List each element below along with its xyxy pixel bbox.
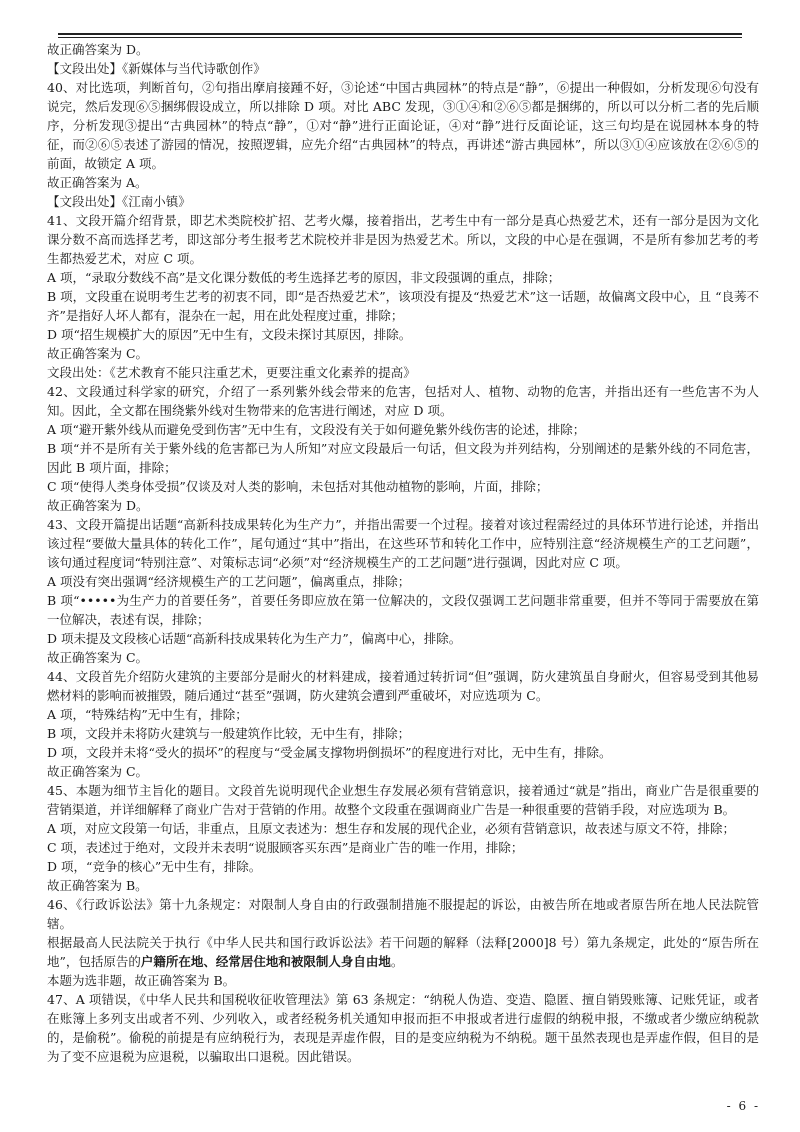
answer-line: 故正确答案为 C。 — [47, 764, 149, 779]
option-analysis: C 项“使得人类身体受损”仅谈及对人类的影响，未包括对其他动植物的影响，片面，排除； — [47, 479, 549, 494]
option-analysis: B 项，文段重在说明考生艺考的初衷不同，即“是否热爱艺术”，该项没有提及“热爱艺术”这一话题，故偏离文段中心，且 “良莠不齐”是指好人坏人都有，混杂在一起，用在此处程度过重，排除； — [47, 289, 759, 323]
answer-line: 本题为选非题，故正确答案为 B。 — [47, 973, 236, 988]
answer-line: 故正确答案为 A。 — [47, 175, 148, 190]
legal-interpretation — [47, 933, 759, 971]
source-note: 【文段出处】《江南小镇》 — [47, 194, 191, 209]
page-number: - 6 - — [726, 1099, 760, 1113]
question-42-explanation: 42、文段通过科学家的研究，介绍了一系列紫外线会带来的危害，包括对人、植物、动物的危害，并指出还有一些危害不为人知。因此，全文都在围绕紫外线对生物带来的危害进行阐述，对应 D 项。 — [47, 384, 759, 418]
source-note: 文段出处：《艺术教育不能只注重艺术，更要注重文化素养的提高》 — [47, 365, 416, 380]
question-47-explanation: 47、A 项错误，《中华人民共和国税收征收管理法》第 63 条规定：“纳税人伪造、变造、隐匿、擅自销毁账簿、记账凭证，或者在账簿上多列支出或者不列、少列收入，或者经税务机关通知申报而拒不申报或者进行虚假的纳税申报，不缴或者少缴应纳税款的，是偷税”。偷税的前提是有应纳税行为，表现是弄虚作假，目的是变应纳税为不纳税。题干虽然表现也是弄虚作假，但目的是为了变不应退税为应退税，以骗取出口退税。因此错误。 — [47, 992, 759, 1064]
header-rule — [58, 33, 742, 35]
question-46-explanation: 46、《行政诉讼法》第十九条规定：对限制人身自由的行政强制措施不服提起的诉讼，由被告所在地或者原告所在地人民法院管辖。 — [47, 897, 759, 931]
option-analysis: D 项，文段并未将“受火的损坏”的程度与“受金属支撑物坍倒损坏”的程度进行对比，无中生有，排除。 — [47, 745, 612, 760]
option-analysis: D 项未提及文段核心话题“高新科技成果转化为生产力”，偏离中心，排除。 — [47, 631, 462, 646]
option-analysis: D 项，“竞争的核心”无中生有，排除。 — [47, 859, 262, 874]
answer-line: 故正确答案为 D。 — [47, 498, 149, 513]
header-rule-thin — [58, 37, 742, 38]
answer-line: 故正确答案为 C。 — [47, 650, 149, 665]
paragraph: 故正确答案为 D。 — [47, 42, 149, 57]
option-analysis: A 项“避开紫外线从而避免受到伤害”无中生有，文段没有关于如何避免紫外线伤害的论述，排除； — [47, 422, 586, 437]
bold-emphasis: 户籍所在地、经常居住地和被限制人身自由地 — [140, 954, 391, 969]
source-note: 【文段出处】《新媒体与当代诗歌创作》 — [47, 61, 266, 76]
option-analysis: A 项，“录取分数线不高”是文化课分数低的考生选择艺考的原因，非文段强调的重点，排除； — [47, 270, 561, 285]
answer-document — [47, 40, 759, 1066]
bold-suffix: 。 — [390, 954, 404, 969]
option-analysis: B 项，文段并未将防火建筑与一般建筑作比较，无中生有，排除； — [47, 726, 411, 741]
option-analysis: B 项“并不是所有关于紫外线的危害都已为人所知”对应文段最后一句话，但文段为并列结构，分别阐述的是紫外线的不同危害，因此 B 项片面，排除； — [47, 441, 759, 475]
question-44-explanation: 44、文段首先介绍防火建筑的主要部分是耐火的材料建成，接着通过转折词“但”强调，防火建筑虽自身耐火，但容易受到其他易燃材料的影响而被摧毁，随后通过“甚至”强调，防火建筑会遭到严重破坏，对应选项为 C。 — [47, 669, 759, 703]
option-analysis: A 项，对应文段第一句话，非重点，且原文表述为：想生存和发展的现代企业，必须有营销意识，故表述与原文不符，排除； — [47, 821, 736, 836]
question-43-explanation: 43、文段开篇提出话题“高新科技成果转化为生产力”，并指出需要一个过程。接着对该过程需经过的具体环节进行论述，并指出该过程“要做大量具体的转化工作”，尾句通过“其中”指出，在这些环节和转化工作中，应特别注意“经济规模生产的工艺问题”，该句通过程度词“特别注意”、对策标志词“必须”对“经济规模生产的工艺问题”进行强调，因此对应 C 项。 — [47, 517, 759, 570]
option-analysis: A 项没有突出强调“经济规模生产的工艺问题”，偏离重点，排除； — [47, 574, 411, 589]
question-45-explanation: 45、本题为细节主旨化的题目。文段首先说明现代企业想生存发展必须有营销意识，接着通过“就是”指出，商业广告是很重要的营销渠道，并详细解释了商业广告对于营销的作用。故整个文段重在强调商业广告是一种很重要的营销手段，对应选项为 B。 — [47, 783, 759, 817]
question-40-explanation: 40、对比选项，判断首句，②句指出摩肩接踵不好，③论述“中国古典园林”的特点是“静”，⑥提出一种假如，分析发现⑥句没有说完，然后发现⑥⑤捆绑假设成立，所以排除 D 项。对比 ABC 发现，③①④和②⑥⑤都是捆绑的，所以可以分析二者的先后顺序，分析发现③提出“古典园林”的特点“静”，①对“静”进行正面论证，④对“静”进行反面论证，这三句均是在说园林本身的特征，而②⑥⑤表述了游园的情况，按照逻辑，应先介绍“古典园林”的特点，再讲述“游古典园林”，所以③①④应该放在②⑥⑤的前面，故锁定 A 项。 — [47, 80, 759, 171]
answer-line: 故正确答案为 B。 — [47, 878, 148, 893]
question-41-explanation: 41、文段开篇介绍背景，即艺术类院校扩招、艺考火爆，接着指出，艺考生中有一部分是真心热爱艺术，还有一部分是因为文化课分数不高而选择艺考，即这部分考生报考艺术院校并非是因为热爱艺术。所以，文段的中心是在强调，不是所有参加艺考的考生都热爱艺术，对应 C 项。 — [47, 213, 759, 266]
option-analysis: D 项“招生规模扩大的原因”无中生有，文段未探讨其原因，排除。 — [47, 327, 412, 342]
option-analysis: A 项，“特殊结构”无中生有，排除； — [47, 707, 248, 722]
interpretation-text: 根据最高人民法院关于执行《中华人民共和国行政诉讼法》若干问题的解释（法释[2000]8 号）第九条规定，此处的“原告所在地”，包括原告的 — [47, 935, 759, 969]
answer-line: 故正确答案为 C。 — [47, 346, 149, 361]
option-analysis: C 项，表述过于绝对，文段并未表明“说服顾客买东西”是商业广告的唯一作用，排除； — [47, 840, 524, 855]
option-analysis: B 项“•••••为生产力的首要任务”，首要任务即应放在第一位解决的，文段仅强调工艺问题非常重要，但并不等同于需要放在第一位解决，表述有误，排除； — [47, 593, 759, 627]
